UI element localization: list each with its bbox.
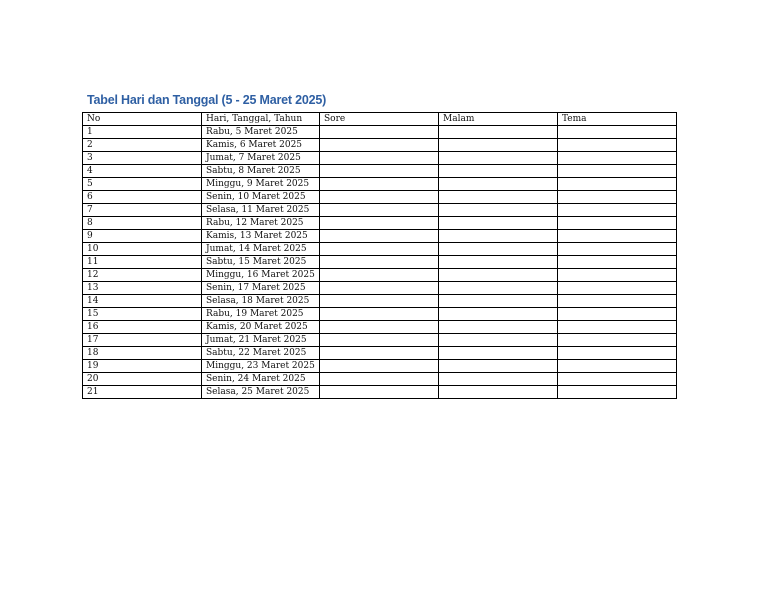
cell-no: 5 [83, 178, 202, 191]
cell-malam [439, 373, 558, 386]
cell-malam [439, 269, 558, 282]
header-malam: Malam [439, 113, 558, 126]
table-row [83, 152, 677, 165]
cell-malam [439, 165, 558, 178]
cell-date: Minggu, 16 Maret 2025 [202, 269, 320, 282]
cell-malam [439, 139, 558, 152]
table-row [83, 321, 677, 334]
cell-tema [558, 217, 677, 230]
cell-date: Kamis, 13 Maret 2025 [202, 230, 320, 243]
cell-malam [439, 152, 558, 165]
table-row [83, 360, 677, 373]
cell-tema [558, 360, 677, 373]
cell-date: Selasa, 25 Maret 2025 [202, 386, 320, 399]
header-date: Hari, Tanggal, Tahun [202, 113, 320, 126]
table-title: Tabel Hari dan Tanggal (5 - 25 Maret 2025) [87, 93, 327, 107]
cell-tema [558, 308, 677, 321]
cell-no: 1 [83, 126, 202, 139]
cell-date: Jumat, 21 Maret 2025 [202, 334, 320, 347]
cell-sore [320, 243, 439, 256]
cell-sore [320, 165, 439, 178]
cell-no: 8 [83, 217, 202, 230]
cell-no: 20 [83, 373, 202, 386]
cell-no: 4 [83, 165, 202, 178]
table-row [83, 334, 677, 347]
cell-no: 11 [83, 256, 202, 269]
header-no: No [83, 113, 202, 126]
cell-date: Sabtu, 22 Maret 2025 [202, 347, 320, 360]
cell-malam [439, 204, 558, 217]
cell-sore [320, 178, 439, 191]
table-row [83, 347, 677, 360]
cell-sore [320, 282, 439, 295]
cell-date: Jumat, 7 Maret 2025 [202, 152, 320, 165]
table-row [83, 139, 677, 152]
table-row [83, 126, 677, 139]
cell-date: Sabtu, 15 Maret 2025 [202, 256, 320, 269]
cell-no: 3 [83, 152, 202, 165]
table-row [83, 282, 677, 295]
cell-tema [558, 191, 677, 204]
cell-tema [558, 269, 677, 282]
cell-sore [320, 204, 439, 217]
table-row [83, 295, 677, 308]
cell-malam [439, 347, 558, 360]
table-row [83, 269, 677, 282]
cell-tema [558, 165, 677, 178]
cell-no: 6 [83, 191, 202, 204]
cell-no: 9 [83, 230, 202, 243]
cell-malam [439, 230, 558, 243]
table-row [83, 256, 677, 269]
cell-date: Minggu, 23 Maret 2025 [202, 360, 320, 373]
cell-sore [320, 217, 439, 230]
cell-date: Jumat, 14 Maret 2025 [202, 243, 320, 256]
cell-tema [558, 152, 677, 165]
cell-date: Rabu, 5 Maret 2025 [202, 126, 320, 139]
cell-malam [439, 386, 558, 399]
cell-malam [439, 334, 558, 347]
table-row [83, 243, 677, 256]
cell-sore [320, 295, 439, 308]
table-row [83, 191, 677, 204]
schedule-table [82, 112, 677, 399]
cell-malam [439, 360, 558, 373]
cell-malam [439, 282, 558, 295]
table-row [83, 308, 677, 321]
cell-no: 7 [83, 204, 202, 217]
cell-malam [439, 256, 558, 269]
cell-malam [439, 321, 558, 334]
cell-date: Rabu, 19 Maret 2025 [202, 308, 320, 321]
table-row [83, 204, 677, 217]
table-row [83, 217, 677, 230]
table-row [83, 230, 677, 243]
cell-tema [558, 373, 677, 386]
cell-date: Senin, 24 Maret 2025 [202, 373, 320, 386]
cell-no: 18 [83, 347, 202, 360]
cell-tema [558, 230, 677, 243]
cell-sore [320, 386, 439, 399]
cell-sore [320, 308, 439, 321]
cell-tema [558, 321, 677, 334]
cell-sore [320, 334, 439, 347]
cell-tema [558, 204, 677, 217]
cell-malam [439, 191, 558, 204]
cell-no: 17 [83, 334, 202, 347]
cell-tema [558, 295, 677, 308]
cell-sore [320, 256, 439, 269]
cell-date: Kamis, 6 Maret 2025 [202, 139, 320, 152]
cell-date: Minggu, 9 Maret 2025 [202, 178, 320, 191]
cell-no: 14 [83, 295, 202, 308]
cell-no: 2 [83, 139, 202, 152]
cell-no: 19 [83, 360, 202, 373]
cell-tema [558, 334, 677, 347]
cell-tema [558, 139, 677, 152]
cell-malam [439, 217, 558, 230]
cell-malam [439, 243, 558, 256]
cell-sore [320, 373, 439, 386]
header-tema: Tema [558, 113, 677, 126]
cell-sore [320, 230, 439, 243]
cell-date: Senin, 10 Maret 2025 [202, 191, 320, 204]
table-row [83, 373, 677, 386]
cell-malam [439, 308, 558, 321]
cell-malam [439, 126, 558, 139]
table-header-row [83, 113, 677, 126]
cell-sore [320, 152, 439, 165]
table-row [83, 386, 677, 399]
cell-date: Rabu, 12 Maret 2025 [202, 217, 320, 230]
table-row [83, 165, 677, 178]
cell-no: 15 [83, 308, 202, 321]
cell-date: Sabtu, 8 Maret 2025 [202, 165, 320, 178]
cell-no: 16 [83, 321, 202, 334]
cell-sore [320, 360, 439, 373]
cell-date: Kamis, 20 Maret 2025 [202, 321, 320, 334]
cell-date: Selasa, 18 Maret 2025 [202, 295, 320, 308]
cell-tema [558, 386, 677, 399]
cell-sore [320, 347, 439, 360]
cell-malam [439, 295, 558, 308]
cell-malam [439, 178, 558, 191]
cell-sore [320, 191, 439, 204]
cell-no: 10 [83, 243, 202, 256]
table-row [83, 178, 677, 191]
cell-date: Selasa, 11 Maret 2025 [202, 204, 320, 217]
cell-sore [320, 126, 439, 139]
cell-sore [320, 321, 439, 334]
cell-tema [558, 347, 677, 360]
cell-sore [320, 139, 439, 152]
cell-tema [558, 282, 677, 295]
cell-no: 13 [83, 282, 202, 295]
cell-tema [558, 256, 677, 269]
cell-sore [320, 269, 439, 282]
header-sore: Sore [320, 113, 439, 126]
cell-tema [558, 126, 677, 139]
table-body [83, 126, 677, 399]
cell-no: 21 [83, 386, 202, 399]
cell-tema [558, 178, 677, 191]
cell-tema [558, 243, 677, 256]
cell-no: 12 [83, 269, 202, 282]
cell-date: Senin, 17 Maret 2025 [202, 282, 320, 295]
